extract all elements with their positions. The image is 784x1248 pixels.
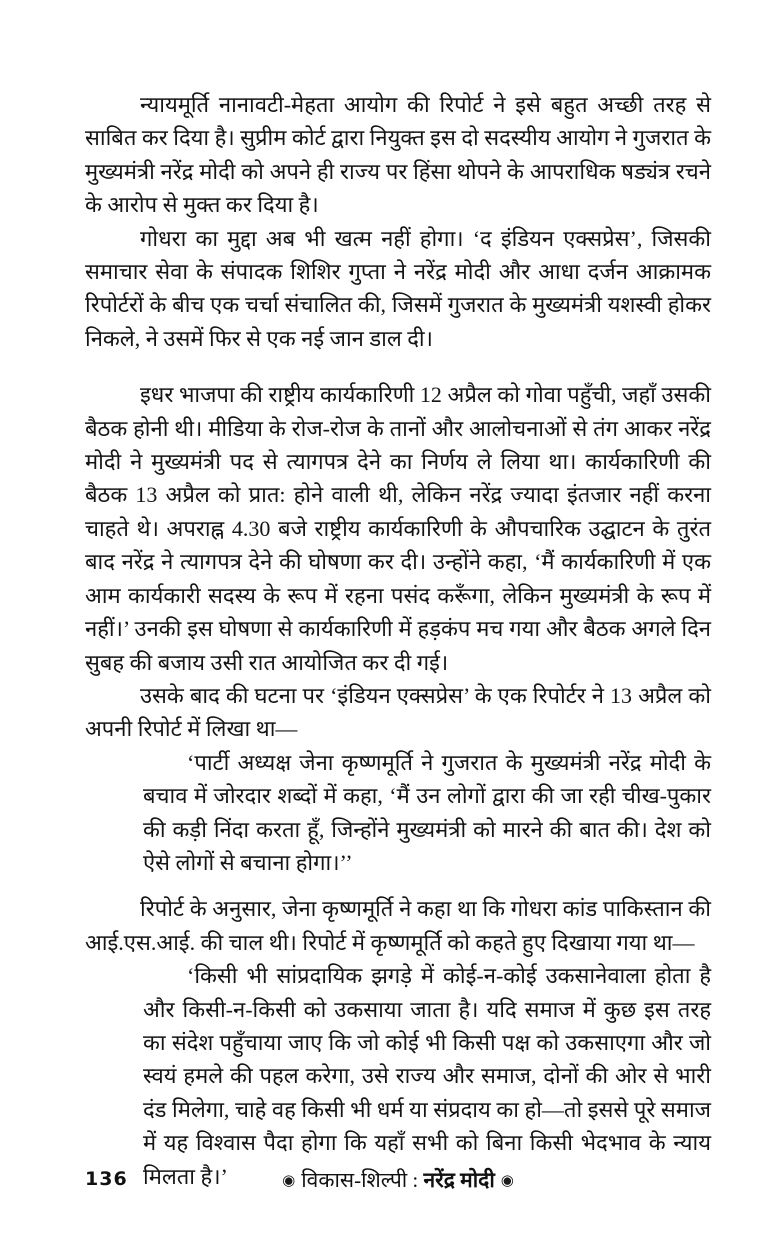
- running-title-text: विकास-शिल्पी :: [301, 1168, 419, 1192]
- running-title-book-name: नरेंद्र मोदी: [423, 1168, 495, 1192]
- body-paragraph: रिपोर्ट के अनुसार, जेना कृष्णमूर्ति ने कहा था कि गोधरा कांड पाकिस्तान की आई.एस.आई. की चाल थी। रिपोर्ट में कृष्णमूर्ति को कहते हुए दिखाया गया था—: [85, 896, 711, 955]
- ornament-right-icon: ◉: [500, 1173, 514, 1189]
- body-paragraph: इधर भाजपा की राष्ट्रीय कार्यकारिणी 12 अप्रैल को गोवा पहुँची, जहाँ उसकी बैठक होनी थी। मीडिया के रोज-रोज के तानों और आलोचनाओं से तंग आकर नरेंद्र मोदी ने मुख्यमंत्री पद से त्यागपत्र देने का निर्णय ले लिया था। कार्यकारिणी की बैठक 13 अप्रैल को प्रात: होने वाली थी, लेकिन नरेंद्र ज्यादा इंतजार नहीं करना चाहते थे। अपराह्न 4.30 बजे राष्ट्रीय कार्यकारिणी के औपचारिक उद्घाटन के तुरंत बाद नरेंद्र ने त्यागपत्र देने की घोषणा कर दी। उन्होंने कहा, ‘मैं कार्यकारिणी में एक आम कार्यकारी सदस्य के रूप में रहना पसंद करूँगा, लेकिन मुख्यमंत्री के रूप में नहीं।’ उनकी इस घोषणा से कार्यकारिणी में हड़कंप मच गया और बैठक अगले दिन सुबह की बजाय उसी रात आयोजित कर दी गई।: [85, 382, 712, 675]
- body-paragraph: उसके बाद की घटना पर ‘इंडियन एक्सप्रेस’ के एक रिपोर्टर ने 13 अप्रैल को अपनी रिपोर्ट में लिखा था—: [85, 682, 711, 742]
- quote-paragraph: ‘पार्टी अध्यक्ष जेना कृष्णमूर्ति ने गुजरात के मुख्यमंत्री नरेंद्र मोदी के बचाव में जोरदार शब्दों में कहा, ‘मैं उन लोगों द्वारा की जा रही चीख-पुकार की कड़ी निंदा करता हूँ, जिन्होंने मुख्यमंत्री को मारने की बात की। देश को ऐसे लोगों से बचाना होगा।’’: [143, 749, 711, 875]
- page-body: [85, 88, 711, 1193]
- quote-paragraph: ‘किसी भी सांप्रदायिक झगड़े में कोई-न-कोई उकसानेवाला होता है और किसी-न-किसी को उकसाया जाता है। यदि समाज में कुछ इस तरह का संदेश पहुँचाया जाए कि जो कोई भी किसी पक्ष को उकसाएगा और जो स्वयं हमले की पहल करेगा, उसे राज्य और समाज, दोनों की ओर से भारी दंड मिलेगा, चाहे वह किसी भी धर्म या संप्रदाय का हो—तो इससे पूरे समाज में यह विश्वास पैदा होगा कि यहाँ सभी को बिना किसी भेदभाव के न्याय मिलता है।’: [143, 963, 711, 1189]
- body-paragraph: गोधरा का मुद्दा अब भी खत्म नहीं होगा। ‘द इंडियन एक्सप्रेस’, जिसकी समाचार सेवा के संपादक शिशिर गुप्ता ने नरेंद्र मोदी और आधा दर्जन आक्रामक रिपोर्टरों के बीच एक चर्चा संचालित की, जिसमें गुजरात के मुख्यमंत्री यशस्वी होकर निकले, ने उसमें फिर से एक नई जान डाल दी।: [85, 225, 711, 351]
- running-title: [85, 1165, 711, 1196]
- page-number: 136: [85, 1168, 128, 1190]
- ornament-left-icon: ◉: [282, 1173, 296, 1189]
- body-paragraph: न्यायमूर्ति नानावटी-मेहता आयोग की रिपोर्ट ने इसे बहुत अच्छी तरह से साबित कर दिया है। सुप्रीम कोर्ट द्वारा नियुक्त इस दो सदस्यीय आयोग ने गुजरात के मुख्यमंत्री नरेंद्र मोदी को अपने ही राज्य पर हिंसा थोपने के आपराधिक षड्यंत्र रचने के आरोप से मुक्त कर दिया है।: [85, 92, 711, 218]
- page-footer: [85, 1165, 711, 1199]
